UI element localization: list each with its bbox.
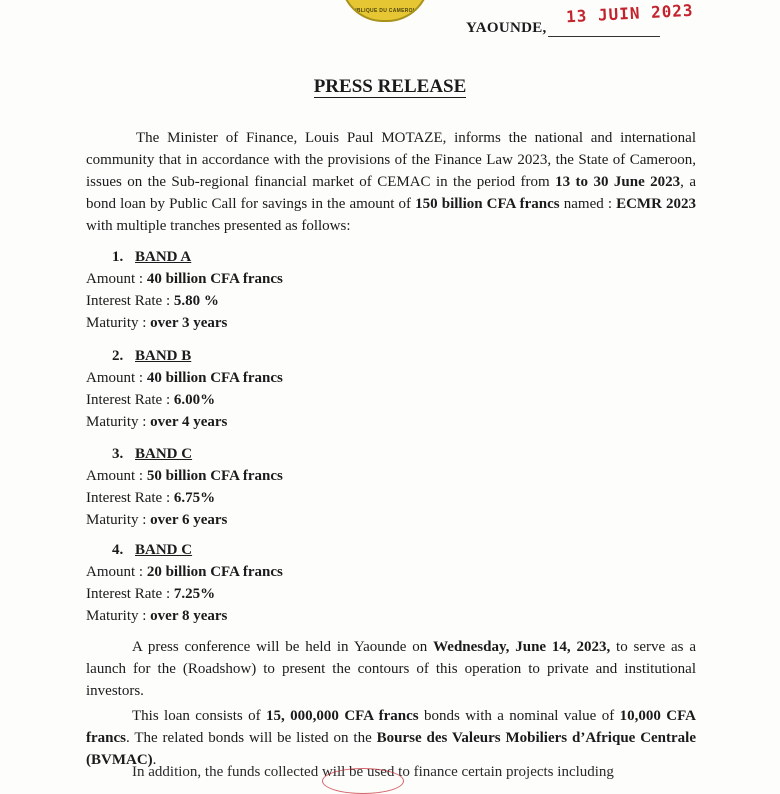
band-heading <box>86 539 706 561</box>
cutoff-paragraph: In addition, the funds collected will be used to finance certain projects including <box>132 764 614 780</box>
band-amount: 40 billion CFA francs <box>146 370 283 386</box>
band-number: 1. <box>112 249 124 265</box>
maturity-label: Maturity : <box>86 315 151 331</box>
band-number: 2. <box>112 348 124 364</box>
document-title <box>0 76 780 98</box>
maturity-label: Maturity : <box>86 608 151 624</box>
band-section-4 <box>86 539 706 627</box>
amount-label: Amount : <box>86 468 147 484</box>
band-rate: 6.00% <box>173 392 216 408</box>
rate-label: Interest Rate : <box>86 490 174 506</box>
band-section-3 <box>86 443 706 531</box>
coat-of-arms-seal <box>340 0 430 22</box>
intro-period: 13 to 30 June 2023 <box>555 174 681 190</box>
intro-paragraph <box>86 127 696 237</box>
band-maturity-row <box>86 605 706 627</box>
place-label: YAOUNDE, <box>466 20 547 36</box>
band-heading <box>86 345 706 367</box>
band-rate: 7.25% <box>173 586 216 602</box>
rate-label: Interest Rate : <box>86 392 174 408</box>
loan-text-1: This loan consists of <box>132 708 267 724</box>
conference-paragraph <box>86 636 696 702</box>
intro-text-4: with multiple tranches presented as follows: <box>86 218 351 234</box>
conference-text-1: A press conference will be held in Yaounde on <box>132 639 434 655</box>
band-maturity: over 4 years <box>150 414 228 430</box>
title-text: PRESS RELEASE <box>313 76 467 97</box>
band-name: BAND C <box>135 446 193 462</box>
intro-text-1: The Minister of Finance, Louis Paul MOTAZE, informs the national and international community that in accordance with the provisions of the Finance Law 2023, the State of Cameroon, issues on the Sub-regional financial market of CEMAC in the period from <box>86 130 696 190</box>
band-section-1 <box>86 246 706 334</box>
rate-label: Interest Rate : <box>86 293 174 309</box>
band-maturity-row <box>86 509 706 531</box>
band-number: 3. <box>112 446 124 462</box>
intro-text-2: , a bond loan by Public Call for savings in the amount of <box>86 174 696 212</box>
band-number: 4. <box>112 542 124 558</box>
loan-text-2: bonds with a nominal value of <box>418 708 620 724</box>
band-rate-row <box>86 290 706 312</box>
intro-loan-name: ECMR 2023 <box>616 196 697 212</box>
rate-label: Interest Rate : <box>86 586 174 602</box>
band-heading <box>86 246 706 268</box>
band-heading <box>86 443 706 465</box>
band-name: BAND C <box>135 542 193 558</box>
loan-text-3: . The related bonds will be listed on the <box>126 730 377 746</box>
intro-text-3: named : <box>559 196 617 212</box>
band-maturity: over 3 years <box>150 315 228 331</box>
intro-amount: 150 billion CFA francs <box>415 196 560 212</box>
band-amount-row <box>86 268 706 290</box>
conference-date: Wednesday, June 14, 2023, <box>433 639 611 655</box>
band-name: BAND A <box>135 249 192 265</box>
band-maturity-row <box>86 411 706 433</box>
maturity-label: Maturity : <box>86 414 151 430</box>
band-rate-row <box>86 389 706 411</box>
loan-text-4: . <box>152 752 157 768</box>
band-amount: 40 billion CFA francs <box>146 271 283 287</box>
loan-exchange-name: Bourse des Valeurs Mobiliers d’Afrique Centrale (BVMAC) <box>86 730 696 768</box>
band-section-2 <box>86 345 706 433</box>
band-amount-row <box>86 367 706 389</box>
band-name: BAND B <box>135 348 192 364</box>
amount-label: Amount : <box>86 370 147 386</box>
band-amount-row <box>86 561 706 583</box>
band-amount-row <box>86 465 706 487</box>
date-stamp: 13 JUIN 2023 <box>565 0 695 27</box>
loan-bond-count: 15, 000,000 CFA francs <box>266 708 419 724</box>
band-amount: 20 billion CFA francs <box>146 564 283 580</box>
amount-label: Amount : <box>86 564 147 580</box>
amount-label: Amount : <box>86 271 147 287</box>
band-amount: 50 billion CFA francs <box>146 468 283 484</box>
band-maturity: over 6 years <box>150 512 228 528</box>
band-maturity-row <box>86 312 706 334</box>
conference-text-2: to serve as a launch for the (Roadshow) to present the contours of this operation to private and institutional investors. <box>86 639 697 699</box>
loan-nominal-value: 10,000 CFA francs <box>86 708 696 746</box>
red-stamp-mark <box>322 768 404 794</box>
maturity-label: Maturity : <box>86 512 151 528</box>
band-rate-row <box>86 487 706 509</box>
band-rate: 5.80 % <box>173 293 219 309</box>
band-rate: 6.75% <box>173 490 216 506</box>
seal-text: PUBLIQUE DU CAMEROUN <box>349 8 421 14</box>
band-maturity: over 8 years <box>150 608 228 624</box>
band-rate-row <box>86 583 706 605</box>
